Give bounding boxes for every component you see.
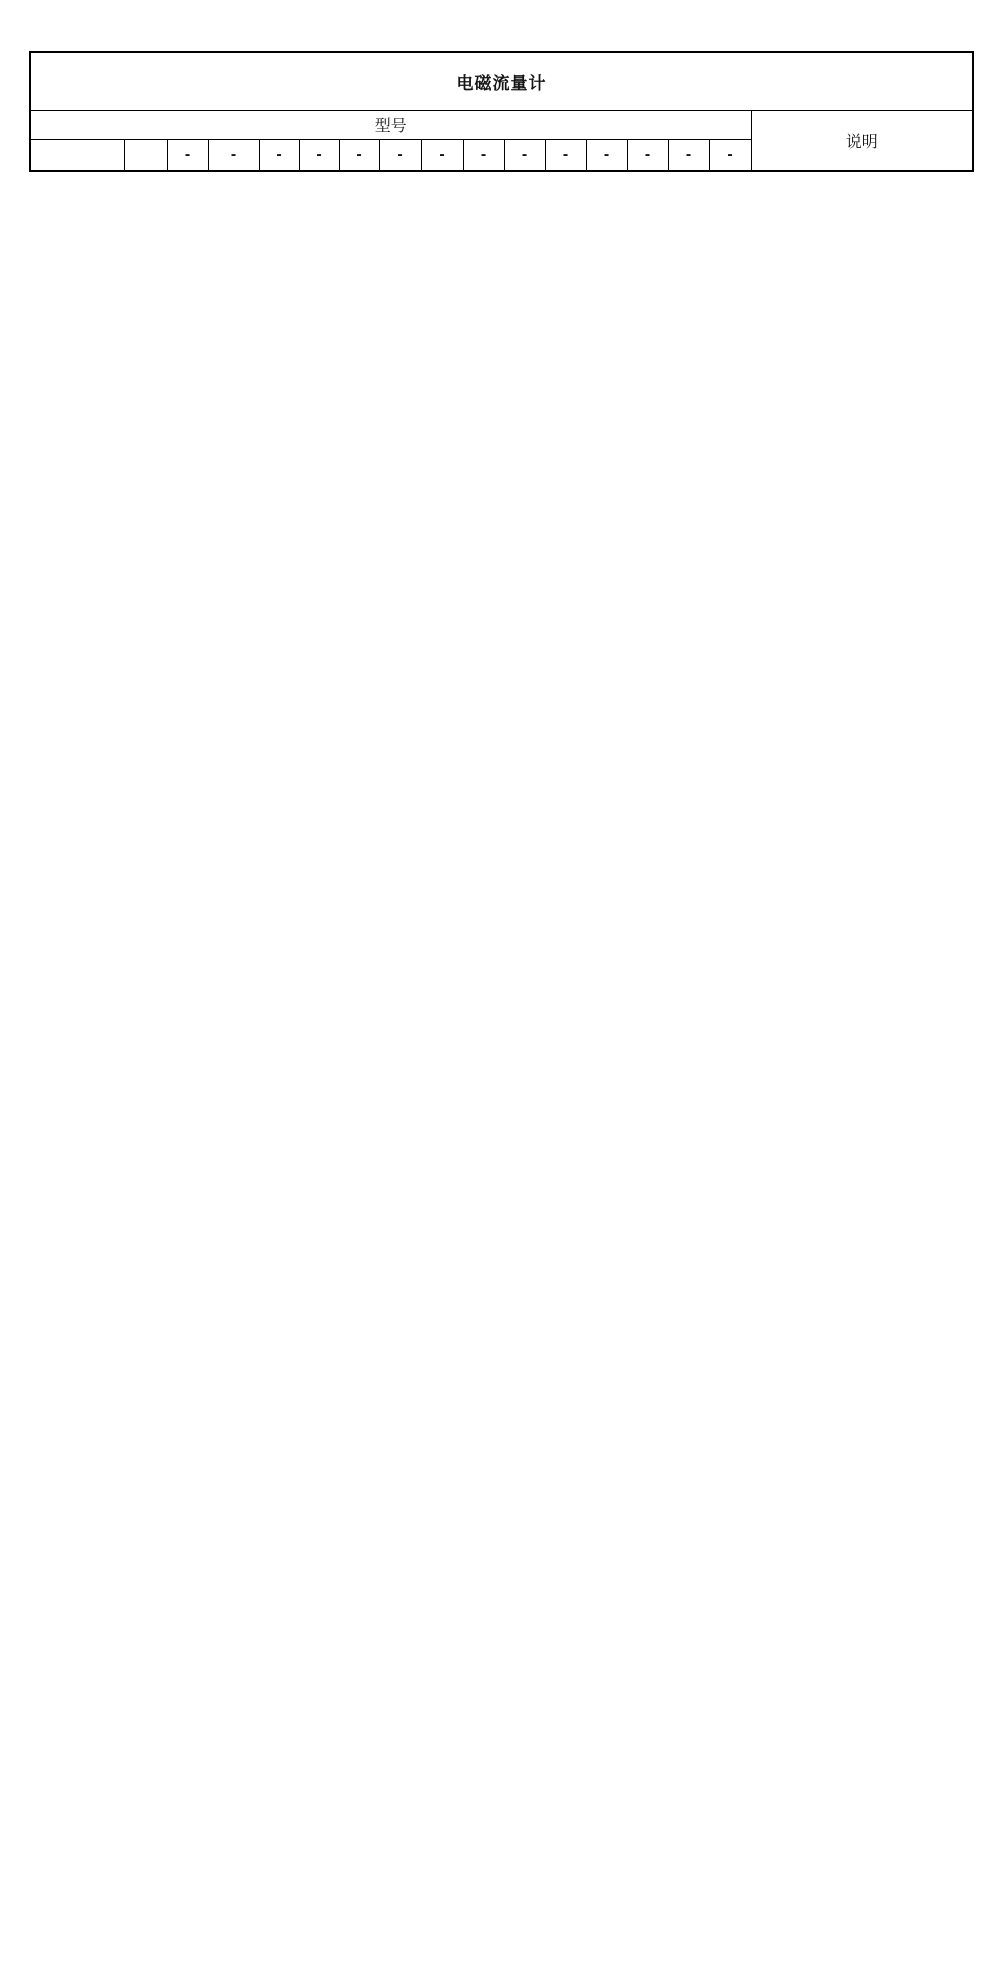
dash-cell: - <box>463 139 504 171</box>
dash-cell: - <box>167 139 208 171</box>
empty-cell <box>124 139 167 171</box>
dash-cell: - <box>379 139 421 171</box>
empty-cell <box>30 139 124 171</box>
dash-cell: - <box>421 139 463 171</box>
dash-cell: - <box>586 139 627 171</box>
dash-cell: - <box>339 139 379 171</box>
dash-cell: - <box>668 139 709 171</box>
dash-cell: - <box>709 139 751 171</box>
spec-table <box>29 51 974 172</box>
model-header: 型号 <box>30 110 751 139</box>
title-row <box>30 52 973 110</box>
dash-cell: - <box>299 139 339 171</box>
dash-cell: - <box>545 139 586 171</box>
page <box>0 51 1000 1980</box>
model-header-row <box>30 110 973 139</box>
dash-cell: - <box>208 139 259 171</box>
dash-cell: - <box>627 139 668 171</box>
page-title: 电磁流量计 <box>30 52 973 110</box>
dash-cell: - <box>504 139 545 171</box>
dash-cell: - <box>259 139 299 171</box>
description-header: 说明 <box>751 110 973 171</box>
